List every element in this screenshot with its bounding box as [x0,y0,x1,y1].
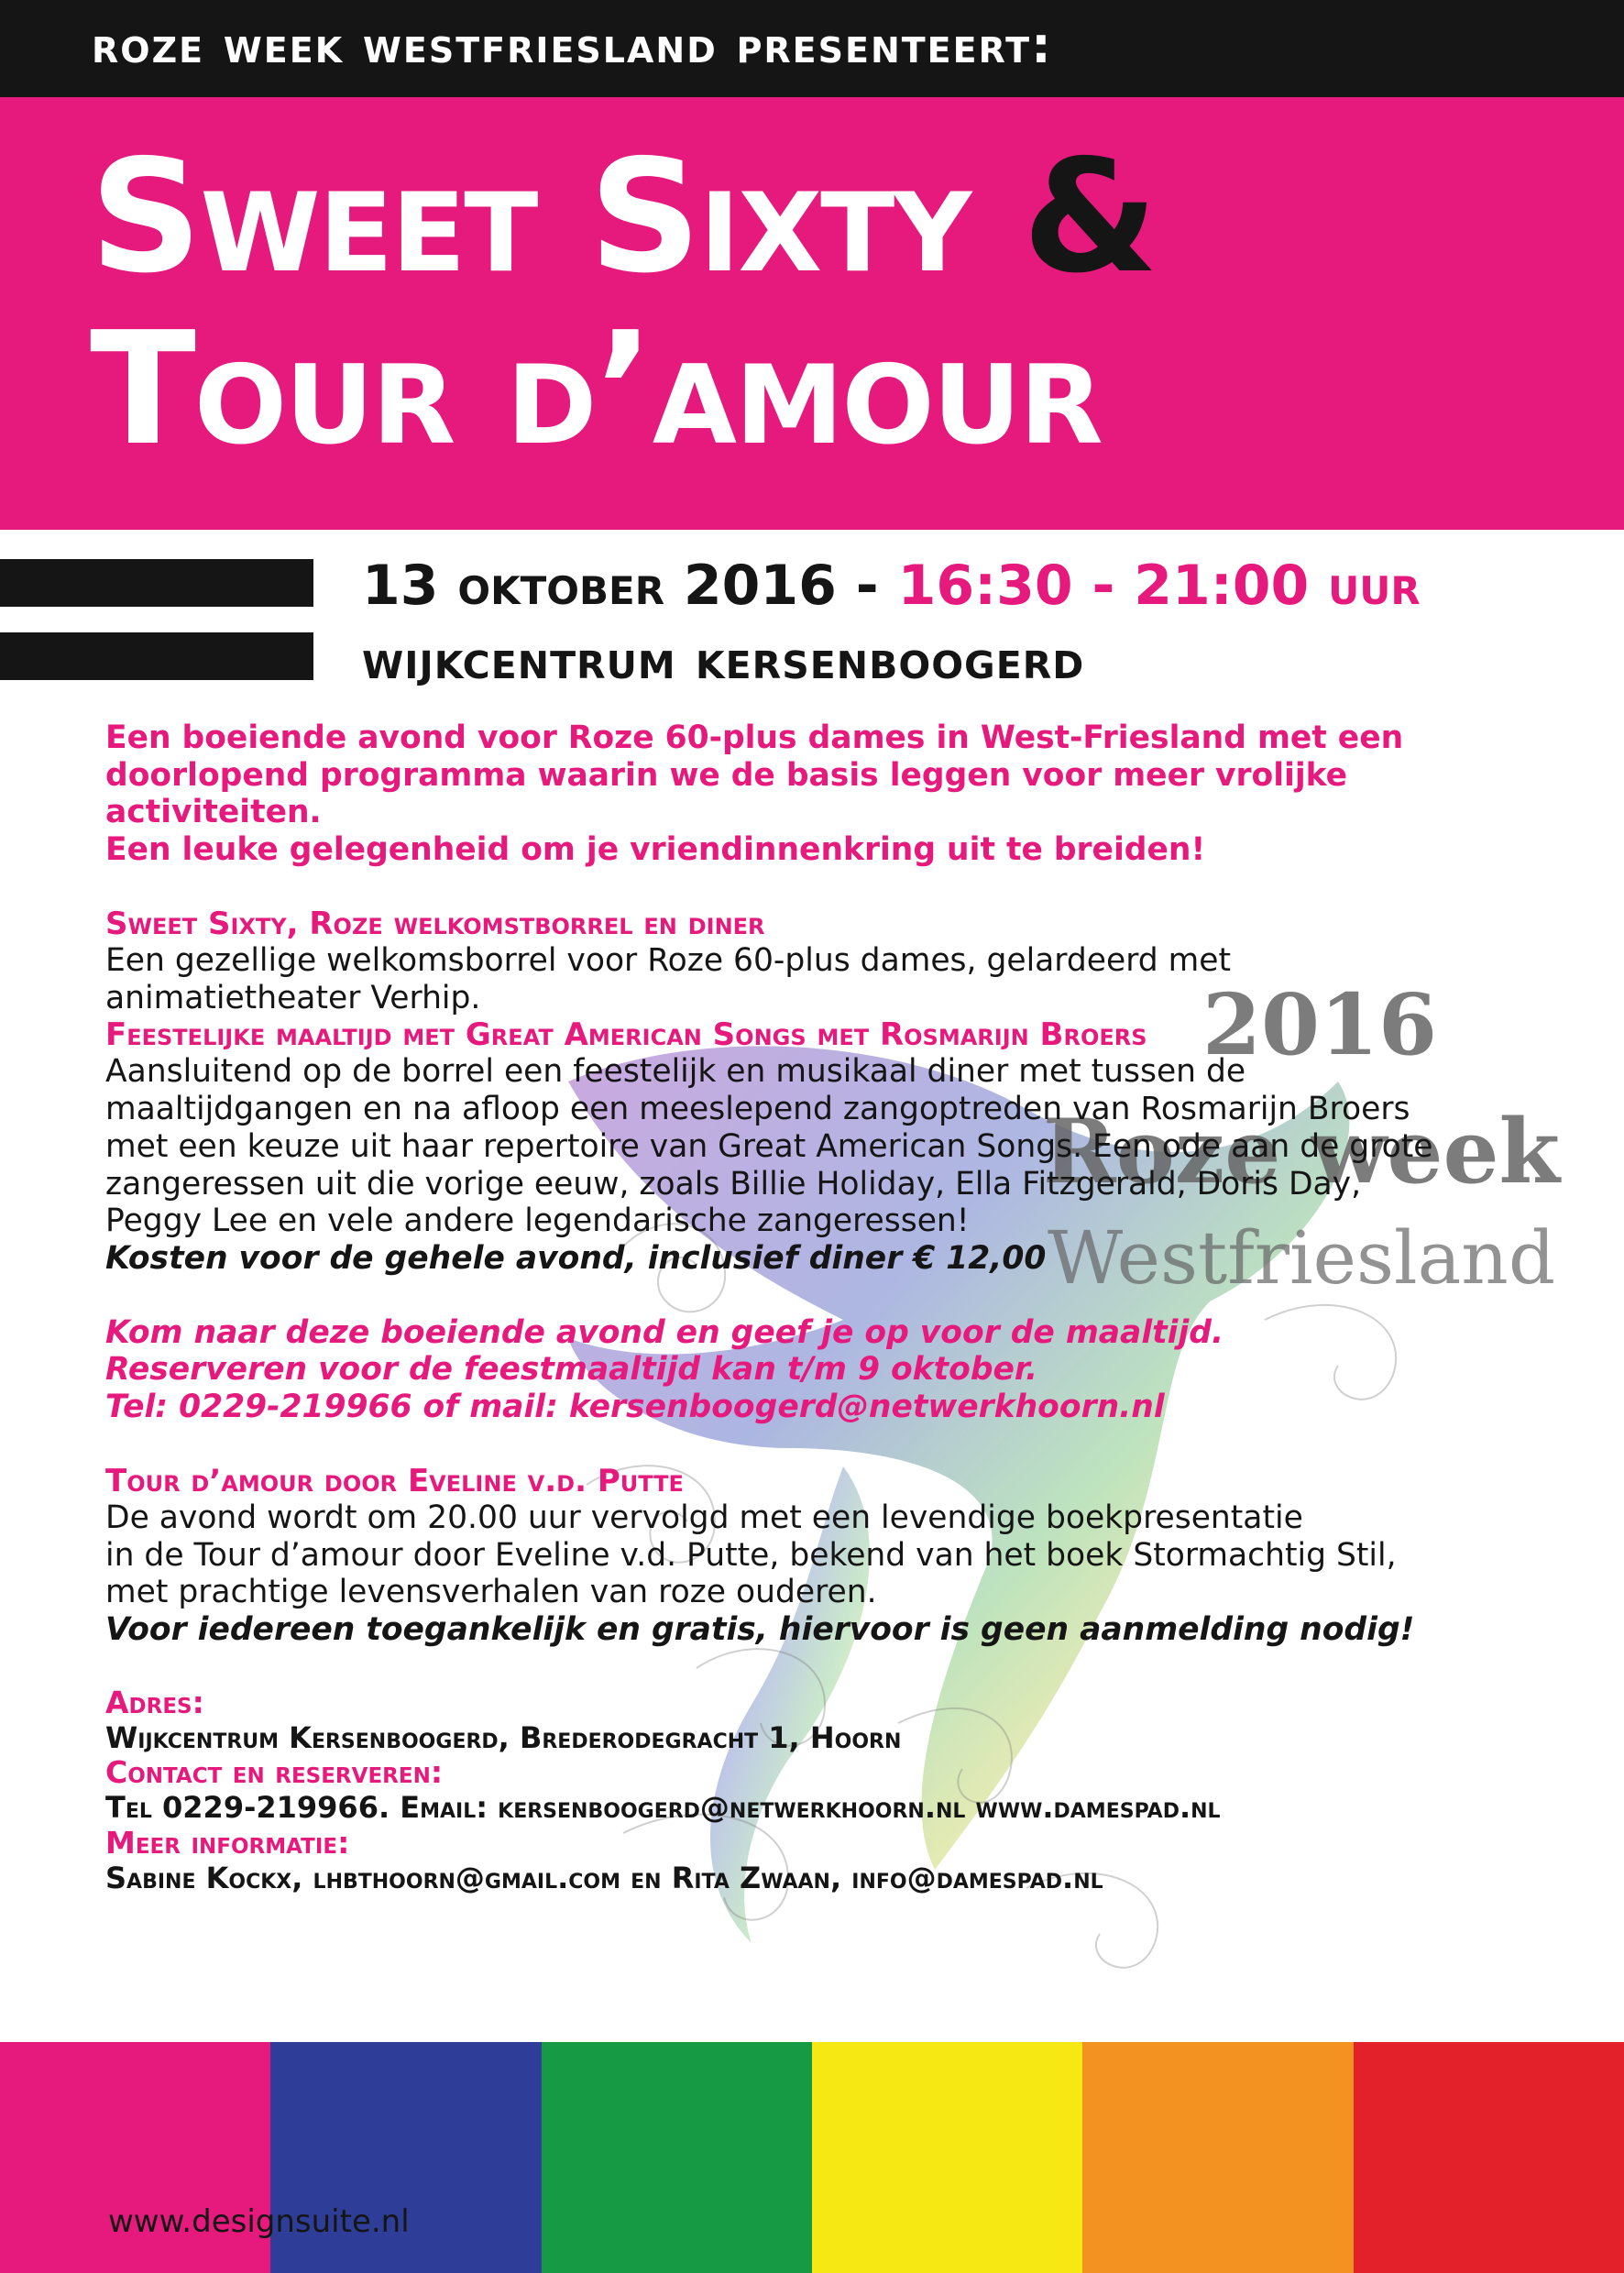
contact-label: Contact en reserveren: [105,1754,444,1791]
address-label: Adres: [105,1684,204,1720]
watermark-line2: Westfriesland [1047,1215,1556,1301]
rainbow-band-red [1354,2042,1624,2273]
decorative-stripe-1 [0,559,313,607]
reservation-line: Tel: 0229-219966 of mail: kersenboogerd@netwerkhoorn.nl [105,1389,1165,1426]
free-entry-note: Voor iedereen toegankelijk en gratis, hiervoor is geen aanmelding nodig! [105,1610,1415,1648]
event-date-time [362,554,1421,618]
section-text: met prachtige levensverhalen van roze ouderen. [105,1574,877,1611]
title-sweet-sixty: Sweet Sixty [90,126,971,308]
section-text: De avond wordt om 20.00 uur vervolgd met een levendige boekpresentatie [105,1499,1303,1536]
event-venue: wijkcentrum kersenboogerd [362,629,1085,691]
reservation-line: Kom naar deze boeiende avond en geef je op voor de maaltijd. [105,1313,1224,1351]
section-heading-tour-damour: Tour d’amour door Eveline v.d. Putte [105,1462,684,1499]
rainbow-band-yellow [812,2042,1082,2273]
contact-value: Tel 0229-219966. Email: kersenboogerd@netwerkhoorn.nl www.damespad.nl [105,1790,1221,1826]
address-value: Wijkcentrum Kersenboogerd, Brederodegracht 1, Hoorn [105,1719,902,1755]
title-ampersand: & [1022,126,1157,308]
section-text: in de Tour d’amour door Eveline v.d. Putte, bekend van het boek Stormachtig Stil, [105,1536,1397,1574]
section-heading-sweet-sixty: Sweet Sixty, Roze welkomstborrel en diner [105,905,765,942]
more-info-label: Meer informatie: [105,1825,350,1861]
section-text: zangeressen uit die vorige eeuw, zoals Billie Holiday, Ella Fitzgerald, Doris Day, [105,1165,1362,1202]
section-text: animatietheater Verhip. [105,979,481,1016]
section-heading-maaltijd: Feestelijke maaltijd met Great American Songs met Rosmarijn Broers [105,1016,1147,1054]
section-text: maaltijdgangen en na afloop een meeslepend zangoptreden van Rosmarijn Broers [105,1091,1410,1128]
reservation-line: Reserveren voor de feestmaaltijd kan t/m 9 oktober. [105,1351,1038,1389]
designer-credit: www.designsuite.nl [108,2203,410,2240]
title-line-1 [90,126,1157,308]
intro-line: doorlopend programma waarin we de basis leggen voor meer vrolijke activiteiten. [105,756,1348,831]
watermark-line1: Roze week [1042,1100,1561,1203]
presenter-line: roze week westfriesland presenteert: [92,16,1053,74]
decorative-stripe-2 [0,632,313,680]
watermark-year: 2016 [1202,975,1438,1074]
intro-line: Een boeiende avond voor Roze 60-plus dames in West-Friesland met een [105,719,1404,756]
title-line-2: Tour d’amour [90,299,1102,480]
section-text: Aansluitend op de borrel een feestelijk en musikaal diner met tussen de [105,1053,1246,1091]
section-text: Peggy Lee en vele andere legendarische zangeressen! [105,1202,970,1240]
more-info-value: Sabine Kockx, lhbthoorn@gmail.com en Rita Zwaan, info@damespad.nl [105,1861,1103,1895]
rainbow-band-orange [1082,2042,1353,2273]
section-text: Een gezellige welkomsborrel voor Roze 60-plus dames, gelardeerd met [105,941,1232,979]
event-description [105,719,1572,1896]
rainbow-band-green [542,2042,812,2273]
section-text: met een keuze uit haar repertoire van Great American Songs. Een ode aan de grote [105,1127,1433,1165]
cost-note: Kosten voor de gehele avond, inclusief diner € 12,00 [105,1239,1047,1277]
event-date: 13 oktober 2016 - [362,554,879,618]
top-banner [0,0,1624,97]
intro-line: Een leuke gelegenheid om je vriendinnenkring uit te breiden! [105,831,1206,869]
event-time: 16:30 - 21:00 uur [897,554,1421,618]
